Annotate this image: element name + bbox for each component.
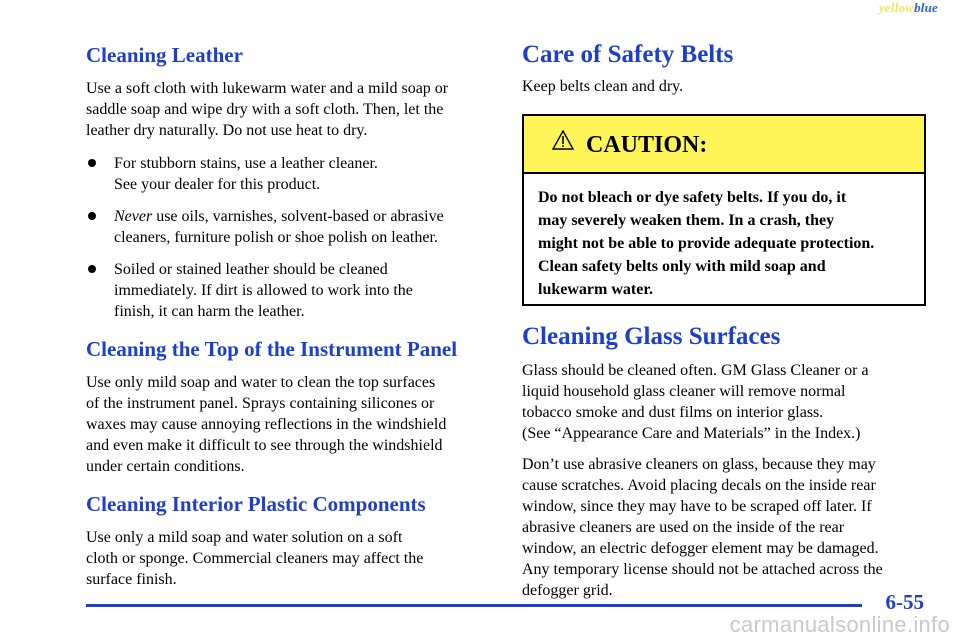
text-line: See your dealer for this product. [114,176,321,193]
glass-text-2 [522,454,932,601]
glass-text-1 [522,360,932,444]
caution-header [524,116,924,174]
bullet-icon [88,212,96,220]
text-line: might not be able to provide adequate protection. [538,235,875,252]
caution-box [522,114,926,306]
text-line: Do not bleach or dye safety belts. If you do, it [538,189,847,206]
caution-text [538,186,924,301]
text-line: surface finish. [86,571,177,588]
text-line: leather dry naturally. Do not use heat to dry. [86,122,368,139]
text-line: tobacco smoke and dust films on interior glass. [522,404,824,421]
text-line: cause scratches. Avoid placing decals on the inside rear [522,477,876,494]
text-line: cloth or sponge. Commercial cleaners may affect the [86,550,424,567]
text-line: lukewarm water. [538,281,653,298]
text-span: use oils, varnishes, solvent-based or abrasive [152,208,444,225]
bullet-item [86,206,496,248]
text-line: Use only a mild soap and water solution on a soft [86,529,403,546]
corner-label [879,0,938,16]
belts-text: Keep belts clean and dry. [522,78,684,95]
corner-blue: blue [914,0,938,15]
text-line: Use only mild soap and water to clean the top surfaces [86,374,436,391]
right-column-lower [522,322,932,601]
text-line: defogger grid. [522,582,613,599]
plastic-heading: Cleaning Interior Plastic Components [86,492,426,516]
text-line: Use a soft cloth with lukewarm water and a mild soap or [86,80,449,97]
plastic-text [86,527,496,590]
text-line: cleaners, furniture polish or shoe polish on leather. [114,229,438,246]
text-line: immediately. If dirt is allowed to work into the [114,282,413,299]
glass-heading: Cleaning Glass Surfaces [522,323,781,350]
leather-heading: Cleaning Leather [86,43,243,67]
text-line: under certain conditions. [86,458,245,475]
text-line: and even make it difficult to see through the windshield [86,437,443,454]
text-line: waxes may cause annoying reflections in the windshield [86,416,447,433]
text-line: window, since they may have to be scraped off later. If [522,498,872,515]
text-line: may severely weaken them. In a crash, they [538,212,835,229]
leather-intro [86,78,496,141]
text-line: saddle soap and wipe dry with a soft cloth. Then, let the [86,101,444,118]
caution-title: CAUTION: [586,132,708,158]
page-number: 6-55 [885,590,924,614]
caution-body [524,174,924,301]
footer-rule [86,604,862,607]
text-line: Soiled or stained leather should be cleaned [114,261,388,278]
panel-text [86,372,496,477]
emphasis-never: Never [114,208,153,225]
text-line: finish, it can harm the leather. [114,303,305,320]
bullet-icon [88,265,96,273]
text-line: abrasive cleaners are used on the inside of the rear [522,519,845,536]
leather-bullets [86,153,496,322]
panel-heading: Cleaning the Top of the Instrument Panel [86,337,458,361]
bullet-item [86,259,496,322]
warning-triangle-icon [552,130,574,150]
corner-yellow: yellow [878,0,915,15]
bullet-icon [88,159,96,167]
text-line: Don’t use abrasive cleaners on glass, because they may [522,456,876,473]
text-line [114,206,496,227]
text-line: Any temporary license should not be attached across the [522,561,883,578]
bullet-item [86,153,496,195]
text-line: of the instrument panel. Sprays containing silicones or [86,395,435,412]
text-line: Clean safety belts only with mild soap and [538,258,826,275]
text-line: For stubborn stains, use a leather cleaner. [114,155,378,172]
text-line: (See “Appearance Care and Materials” in the Index.) [522,425,861,442]
text-line: Glass should be cleaned often. GM Glass Cleaner or a [522,362,869,379]
belts-heading: Care of Safety Belts [522,41,734,68]
watermark-text: carmanualsonline.info [729,612,950,637]
text-line: window, an electric defogger element may be damaged. [522,540,879,557]
left-column [86,40,496,590]
right-column [522,40,932,97]
text-line: liquid household glass cleaner will remove normal [522,383,846,400]
